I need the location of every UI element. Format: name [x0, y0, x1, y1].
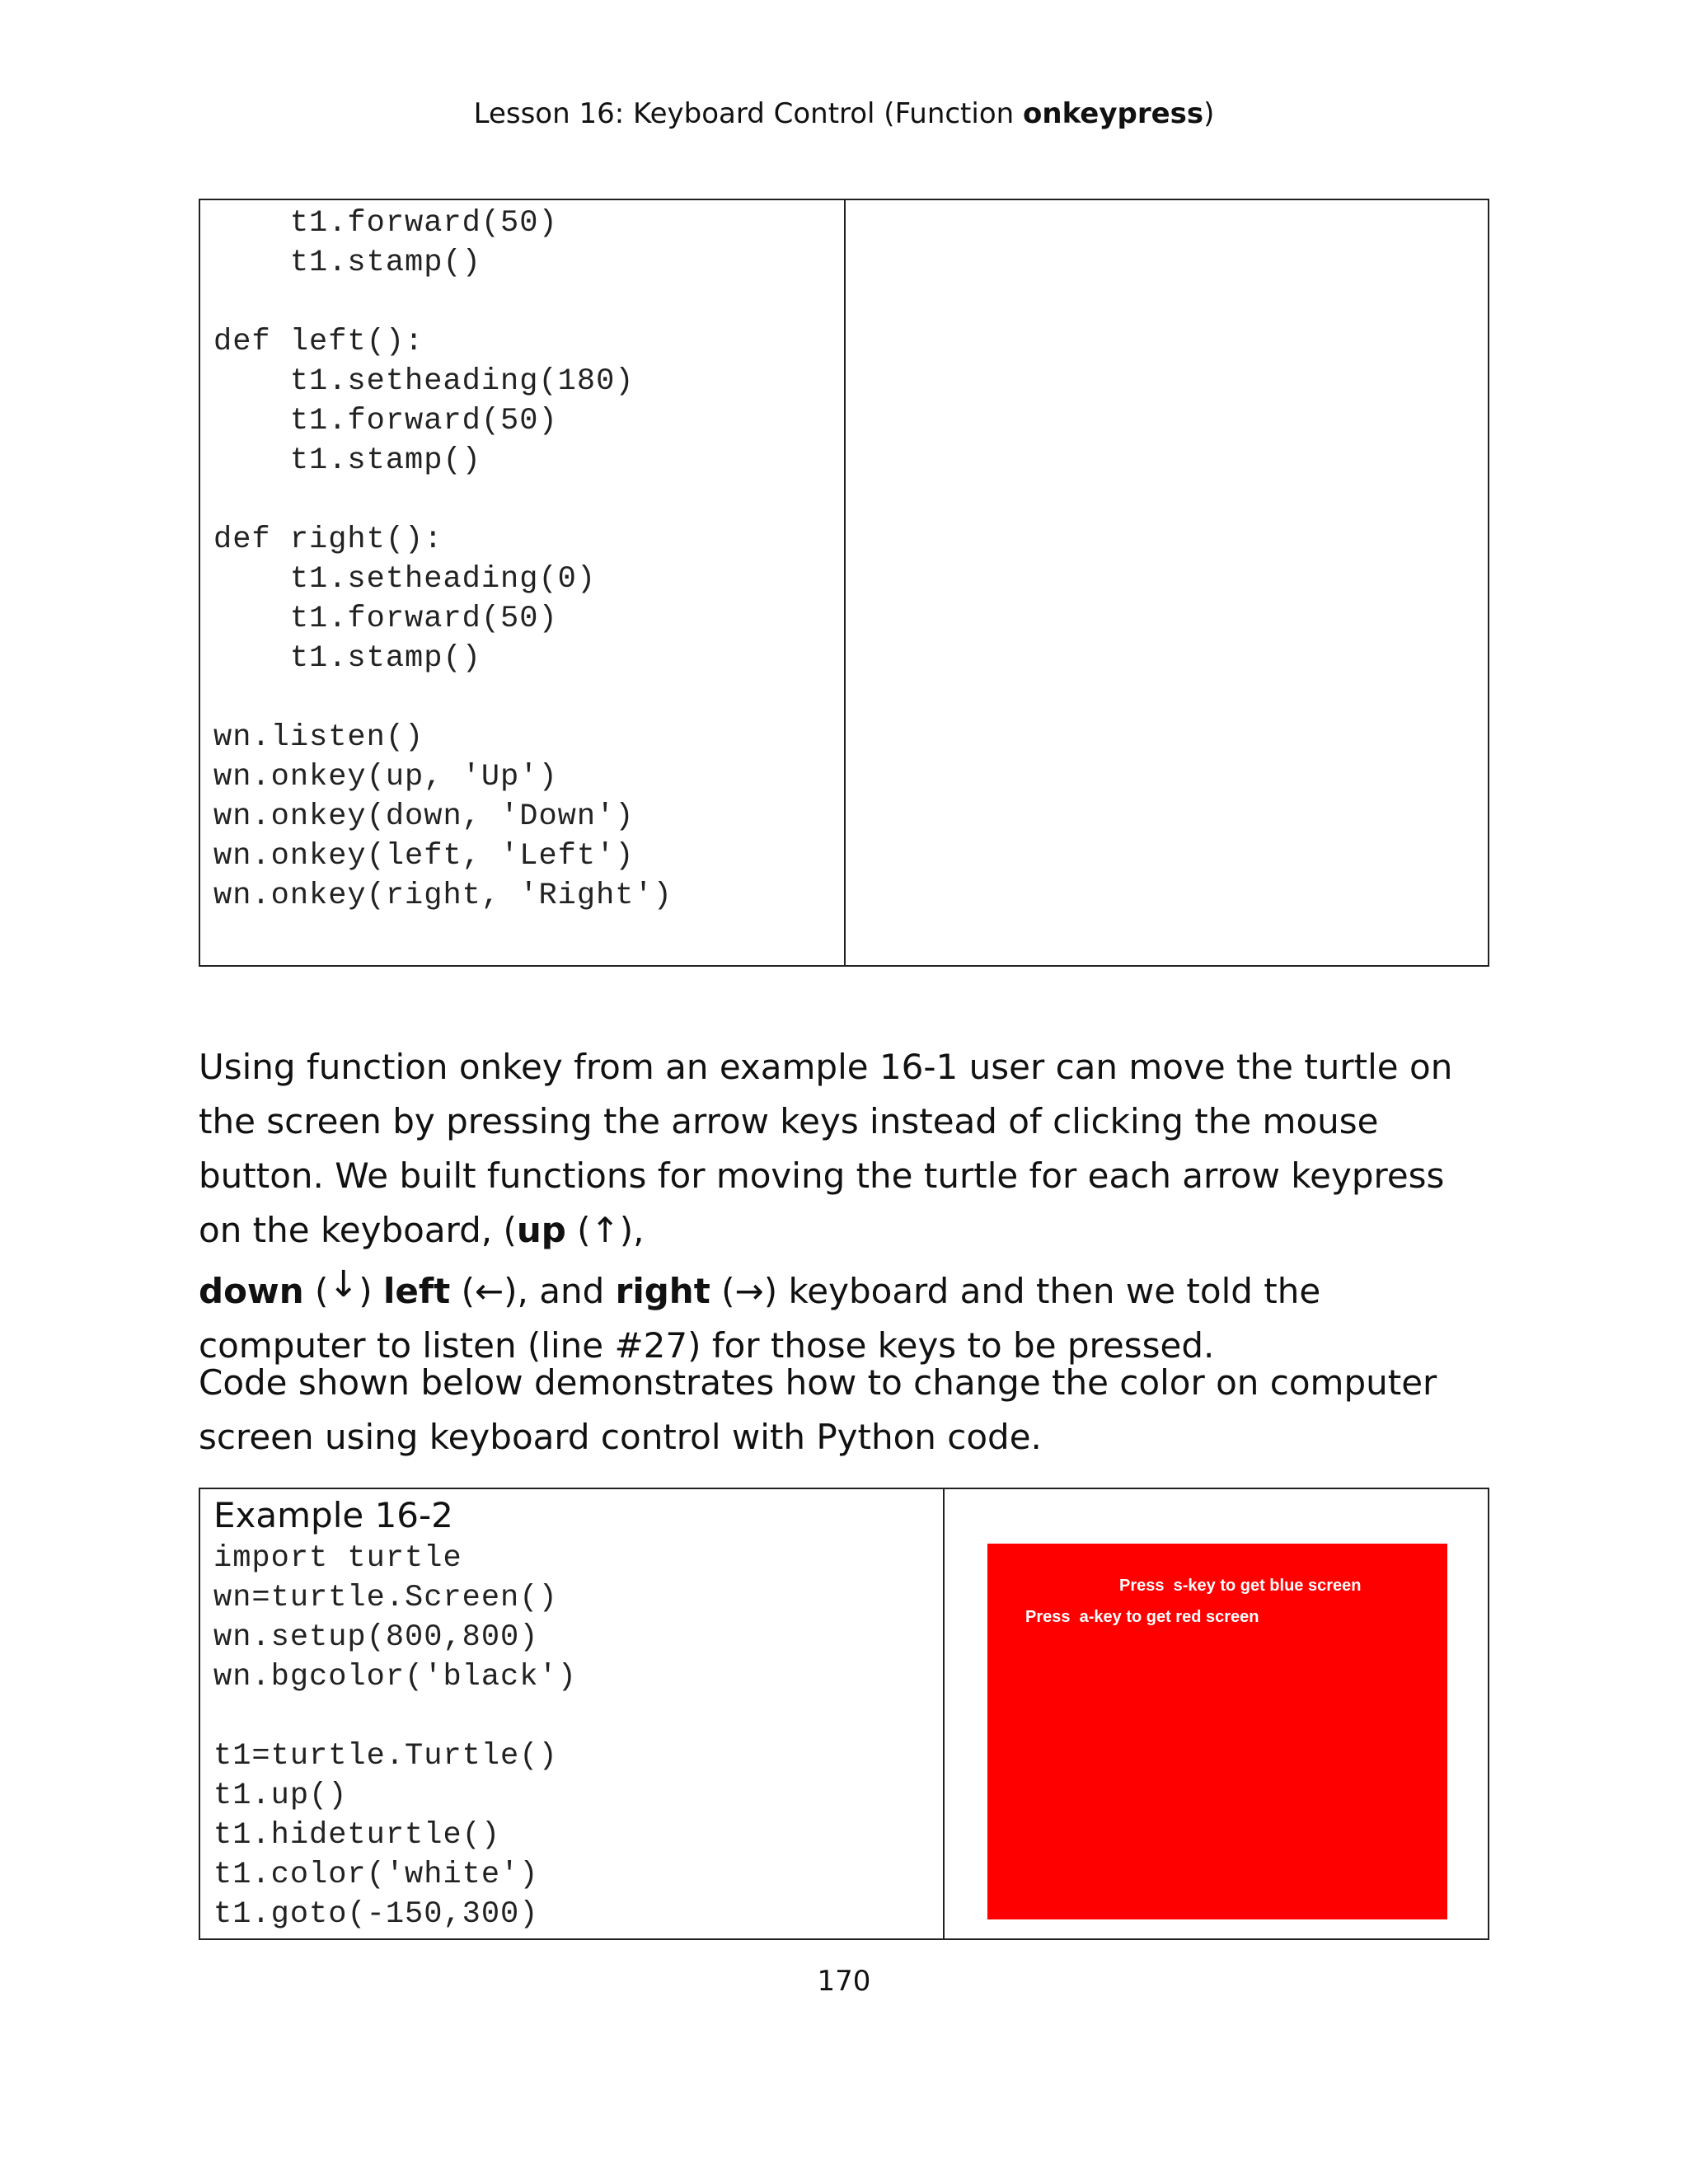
code-block-16-1: t1.forward(50) t1.stamp() def left(): t1.setheading(180) t1.forward(50) t1.stamp() def right(): t1.setheading(0) t1.forward(50) t1.stamp() wn.listen() wn.onkey(up, 'Up') wn.onkey(down, 'Down') wn.onkey(left, 'Left') wn.onkey(right, 'Right') — [213, 206, 673, 913]
paragraph-text: Using function onkey from an example 16-1 user can move the turtle on the screen by pressing the arrow keys instead of clicking the mouse button. We built functions for moving the turtle for each arrow keypress on the keyboard, ( — [199, 1047, 1453, 1250]
red-screen-output — [987, 1544, 1447, 1919]
keyword-down: down — [199, 1271, 304, 1311]
header-suffix: ) — [1203, 97, 1215, 130]
keyword-up: up — [516, 1210, 566, 1250]
header-bold-function: onkeypress — [1023, 97, 1204, 130]
output-cell — [945, 1489, 1488, 1938]
paragraph-text: (↑), — [565, 1210, 645, 1250]
paragraph-text: (→) keyboard and then we told the computer to listen (line #27) for those keys to be pressed. — [199, 1271, 1321, 1366]
page-number: 170 — [817, 1965, 871, 1998]
example-title: Example 16-2 — [213, 1495, 453, 1535]
code-block-16-2: import turtle wn=turtle.Screen() wn.setup(800,800) wn.bgcolor('black') t1=turtle.Turtle() t1.up() t1.hideturtle() t1.color('white') t1.goto(-150,300) — [213, 1541, 577, 1932]
paragraph-arrow-keys — [199, 1040, 1493, 1373]
paragraph-text: ) — [359, 1271, 383, 1311]
keyword-right: right — [615, 1271, 710, 1311]
code-table-16-1-continued — [199, 199, 1489, 967]
paragraph-color-change: Code shown below demonstrates how to change the color on computer screen using keyboard control with Python code. — [199, 1362, 1437, 1457]
header-prefix: Lesson 16: Keyboard Control (Function — [473, 97, 1023, 130]
instruction-a-key: Press a-key to get red screen — [1025, 1608, 1259, 1626]
keyword-left: left — [383, 1271, 451, 1311]
code-cell — [200, 1489, 945, 1938]
code-cell — [200, 200, 846, 965]
output-cell-empty — [846, 200, 1488, 965]
paragraph-text: (←), and — [450, 1271, 616, 1311]
page-header — [0, 97, 1688, 130]
instruction-s-key: Press s-key to get blue screen — [1119, 1577, 1362, 1595]
down-arrow-icon: ↓ — [328, 1263, 359, 1305]
example-16-2-table — [199, 1488, 1489, 1940]
paragraph-text: ( — [303, 1271, 329, 1311]
